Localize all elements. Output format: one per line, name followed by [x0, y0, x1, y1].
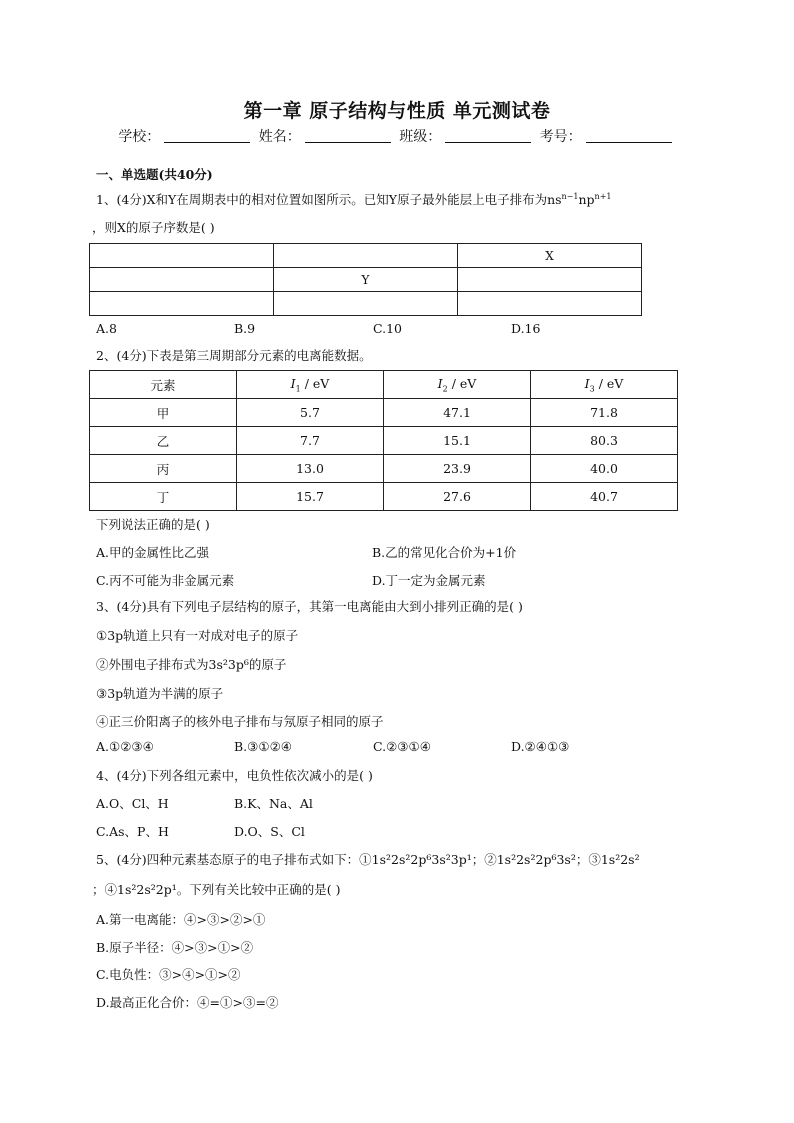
table-cell: 丙	[90, 455, 237, 483]
q4-option-d[interactable]: D.O、S、Cl	[234, 824, 305, 839]
q5-option-d[interactable]: D.最高正化合价：④=①>③=②	[96, 995, 279, 1010]
table-cell: 7.7	[237, 427, 384, 455]
q3-item-2: ②外围电子排布式为3s²3p⁶的原子	[96, 657, 287, 672]
q1-option-a[interactable]: A.8	[96, 321, 117, 336]
i1-symbol: I	[290, 375, 296, 391]
question-5-cont: ；④1s²2s²2p¹。下列有关比较中正确的是( )	[92, 882, 341, 897]
q4-option-b[interactable]: B.K、Na、Al	[234, 796, 313, 811]
q3-item-1: ①3p轨道上只有一对成对电子的原子	[96, 628, 299, 643]
question-2: 2、(4分)下表是第三周期部分元素的电离能数据。	[96, 348, 372, 363]
i3-unit: / eV	[594, 375, 624, 391]
header-element: 元素	[90, 371, 237, 399]
i2-unit: / eV	[447, 375, 477, 391]
name-field[interactable]	[305, 128, 391, 143]
table-cell: 40.7	[531, 483, 678, 511]
table-cell: 80.3	[531, 427, 678, 455]
q1-sup2: n+1	[594, 191, 612, 201]
q5-option-a[interactable]: A.第一电离能：④>③>②>①	[96, 912, 266, 927]
table-cell	[90, 244, 274, 268]
ionization-energy-table	[89, 370, 678, 511]
q3-option-c[interactable]: C.②③①④	[373, 739, 431, 754]
table-row	[90, 427, 678, 455]
q2-option-c[interactable]: C.丙不可能为非金属元素	[96, 573, 235, 588]
header-i1	[237, 371, 384, 399]
question-1	[96, 190, 612, 208]
exam-no-label: 考号：	[539, 129, 582, 145]
q3-item-3: ③3p轨道为半满的原子	[96, 686, 224, 701]
table-cell: 71.8	[531, 399, 678, 427]
q2-option-b[interactable]: B.乙的常见化合价为+1价	[372, 545, 517, 560]
question-3: 3、(4分)具有下列电子层结构的原子，其第一电离能由大到小排列正确的是( )	[96, 599, 523, 614]
header-i2	[384, 371, 531, 399]
table-cell: 丁	[90, 483, 237, 511]
q3-option-b[interactable]: B.③①②④	[234, 739, 292, 754]
table-cell: 5.7	[237, 399, 384, 427]
i1-sub: 1	[295, 384, 301, 394]
q4-option-c[interactable]: C.As、P、H	[96, 824, 169, 839]
question-4: 4、(4分)下列各组元素中，电负性依次减小的是( )	[96, 768, 373, 783]
table-cell	[90, 292, 274, 316]
q1-option-b[interactable]: B.9	[234, 321, 256, 336]
table-cell: 13.0	[237, 455, 384, 483]
table-cell	[274, 292, 458, 316]
school-field[interactable]	[164, 128, 250, 143]
q3-item-4: ④正三价阳离子的核外电子排布与氖原子相同的原子	[96, 714, 384, 729]
table-header-row	[90, 371, 678, 399]
table-cell	[458, 268, 642, 292]
q5-option-b[interactable]: B.原子半径：④>③>①>②	[96, 940, 254, 955]
i3-sub: 3	[589, 384, 595, 394]
table-cell: 15.1	[384, 427, 531, 455]
q2-option-a[interactable]: A.甲的金属性比乙强	[96, 545, 210, 560]
header-i3	[531, 371, 678, 399]
table-cell	[90, 268, 274, 292]
q3-option-a[interactable]: A.①②③④	[96, 739, 154, 754]
page-title: 第一章 原子结构与性质 单元测试卷	[243, 100, 551, 122]
name-label: 姓名：	[258, 129, 301, 145]
table-cell: 甲	[90, 399, 237, 427]
table-cell: 15.7	[237, 483, 384, 511]
question-1-cont: ，则X的原子序数是( )	[92, 220, 215, 235]
table-cell: 乙	[90, 427, 237, 455]
exam-no-field[interactable]	[586, 128, 672, 143]
table-row	[90, 292, 642, 316]
table-cell: 27.6	[384, 483, 531, 511]
table-row	[90, 483, 678, 511]
q1-option-d[interactable]: D.16	[511, 321, 541, 336]
question-5: 5、(4分)四种元素基态原子的电子排布式如下：①1s²2s²2p⁶3s²3p¹；②1s²2s²2p⁶3s²；③1s²2s²	[96, 852, 640, 867]
student-info-line	[0, 126, 794, 146]
school-label: 学校：	[118, 129, 161, 145]
q4-option-a[interactable]: A.O、Cl、H	[96, 796, 169, 811]
table-cell	[458, 292, 642, 316]
table-cell: 23.9	[384, 455, 531, 483]
periodic-position-table	[89, 243, 642, 316]
i3-symbol: I	[584, 375, 590, 391]
q2-prompt: 下列说法正确的是( )	[96, 517, 210, 532]
table-row	[90, 268, 642, 292]
q1-sup1: n−1	[561, 191, 579, 201]
table-cell	[274, 244, 458, 268]
table-cell: X	[458, 244, 642, 268]
table-cell: Y	[274, 268, 458, 292]
class-field[interactable]	[445, 128, 531, 143]
q1-text: 1、(4分)X和Y在周期表中的相对位置如图所示。已知Y原子最外能层上电子排布为ns	[96, 192, 562, 207]
q2-option-d[interactable]: D.丁一定为金属元素	[372, 573, 486, 588]
i2-sub: 2	[442, 384, 448, 394]
table-cell: 47.1	[384, 399, 531, 427]
table-row	[90, 399, 678, 427]
q1-text-b: np	[578, 192, 595, 207]
section-title: 一、单选题(共40分)	[96, 167, 213, 182]
q1-option-c[interactable]: C.10	[373, 321, 402, 336]
class-label: 班级：	[399, 129, 442, 145]
q3-option-d[interactable]: D.②④①③	[511, 739, 570, 754]
i1-unit: / eV	[300, 375, 330, 391]
table-row	[90, 455, 678, 483]
i2-symbol: I	[437, 375, 443, 391]
table-cell: 40.0	[531, 455, 678, 483]
q5-option-c[interactable]: C.电负性：③>④>①>②	[96, 967, 241, 982]
table-row	[90, 244, 642, 268]
